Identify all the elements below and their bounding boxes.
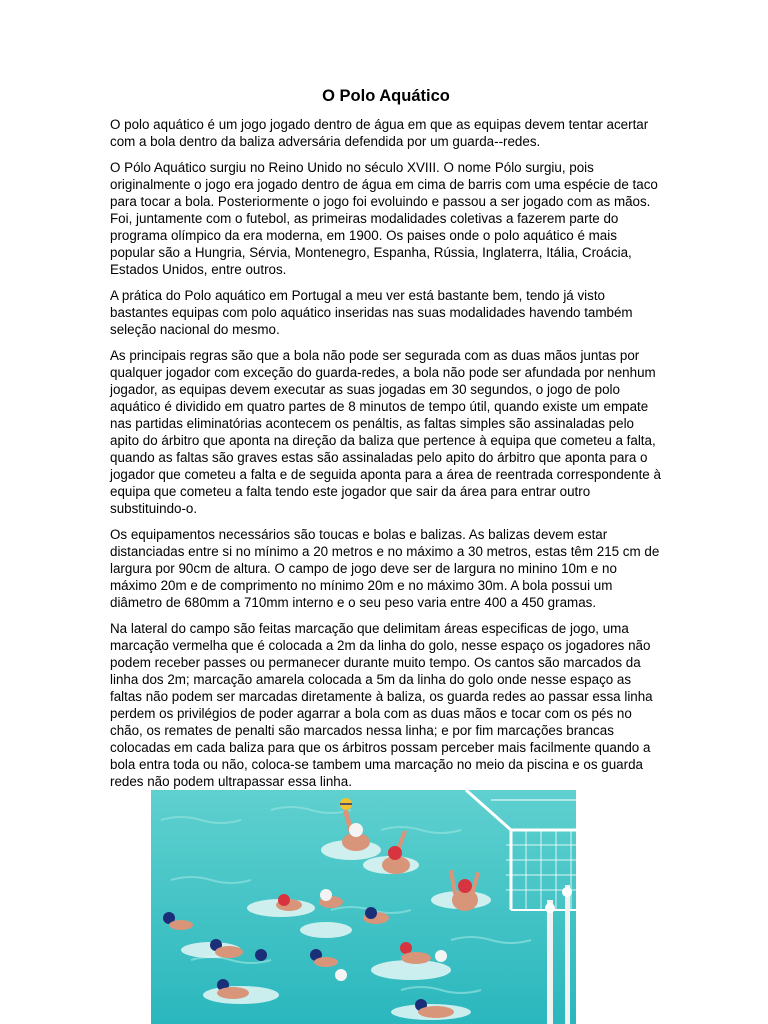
paragraph-history: O Pólo Aquático surgiu no Reino Unido no século XVIII. O nome Pólo surgiu, pois originalmente o jogo era jogado dentro de água em cima de barris com uma espécie de taco para tocar a bola. Posteriormente o jogo foi evoluindo e passou a ser jogado com as mãos. Foi, juntamente com o futebol, as primeiras modalidades coletivas a fazerem parte do programa olímpico da era moderna, em 1900. Os paises onde o polo aquático é mais popular são a Hungria, Sérvia, Montenegro, Espanha, Rússia, Inglaterra, Itália, Croácia, Estados Unidos, entre outros.: [110, 160, 658, 277]
paragraph-equipment: Os equipamentos necessários são toucas e bolas e balizas. As balizas devem estar distanciadas entre si no mínimo a 20 metros e no máximo a 30 metros, estas têm 215 cm de largura por 90cm de altura. O campo de jogo deve ser de largura no minino 10m e no máximo 20m e de comprimento no mínimo 20m e no máximo 30m. A bola possui um diâmetro de 680mm a 710mm interno e o seu peso varia entre 400 a 450 gramas.: [110, 527, 660, 610]
paragraph-intro: O polo aquático é um jogo jogado dentro de água em que as equipas devem tentar acertar com a bola dentro da baliza adversária defendida por um guarda--redes.: [110, 117, 649, 149]
water-polo-photo-illustration: [151, 790, 576, 1024]
water-polo-photo: [151, 790, 576, 1024]
paragraph-rules: As principais regras são que a bola não pode ser segurada com as duas mãos juntas por qualquer jogador com exceção do guarda-redes, a bola não pode ser afundada por nenhum jogador, as equipas devem executar as suas jogadas em 30 segundos, o jogo de polo aquático é dividido em quatro partes de 8 minutos de tempo útil, quando existe um empate nas partidas eliminatórias acontecem os penáltis, as faltas simples são assinaladas pelo apito do árbitro que aponta na direção da baliza que pertence à equipa que cometeu a falta, quando as faltas são graves estas são assinaladas pelo apito do árbitro que aponta para o jogador que cometeu a falta e de seguida aponta para a área de reentrada correspondente à equipa que cometeu a falta tendo este jogador que sair da área para entrar outro substituindo-o.: [110, 348, 661, 516]
paragraph-portugal: A prática do Polo aquático em Portugal a meu ver está bastante bem, tendo já visto bastantes equipas com polo aquático inseridas nas suas modalidades havendo também seleção nacional do mesmo.: [110, 288, 633, 337]
document-page: [110, 86, 662, 799]
document-title: O Polo Aquático: [322, 87, 450, 105]
paragraph-markings: Na lateral do campo são feitas marcação que delimitam áreas especificas de jogo, uma marcação vermelha que é colocada a 2m da linha do golo, nesse espaço os jogadores não podem receber passes ou permanecer durante muito tempo. Os cantos são marcados da linha dos 2m; marcação amarela colocada a 5m da linha do golo onde nesse espaço as faltas não podem ser marcadas diretamente à baliza, os guarda redes ao passar essa linha perdem os privilégios de poder agarrar a bola com as duas mãos e tocar com os pés no chão, os remates de penalti são marcados nessa linha; e por fim marcações brancas colocadas em cada baliza para que os árbitros possam perceber mais facilmente quando a bola entra toda ou não, coloca-se tambem uma marcação no meio da piscina e os guarda redes não podem ultrapassar essa linha.: [110, 621, 653, 789]
